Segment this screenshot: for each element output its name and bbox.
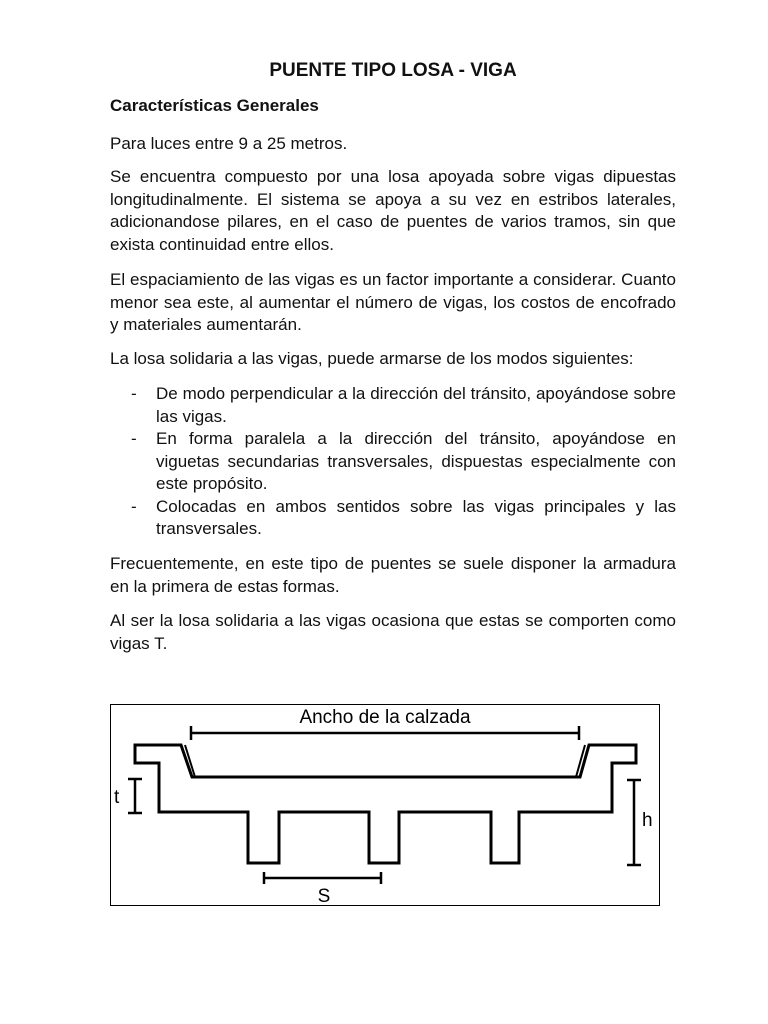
paragraph-t-beams: Al ser la losa solidaria a las vigas ocasiona que estas se comporten como vigas T. xyxy=(110,611,676,653)
paragraph-spacing: El espaciamiento de las vigas es un factor importante a considerar. Cuanto menor sea este, al aumentar el número de vigas, los costos de encofrado y materiales aumentarán. xyxy=(110,270,676,334)
h-label: h xyxy=(642,810,653,831)
s-label: S xyxy=(317,886,331,907)
t-label: t xyxy=(114,787,120,808)
list-marker: - xyxy=(131,496,137,516)
page-title: PUENTE TIPO LOSA - VIGA xyxy=(269,60,517,81)
cross-section-outline xyxy=(135,745,636,863)
list-item-text: Colocadas en ambos sentidos sobre las vigas principales y las transversales. xyxy=(156,496,676,538)
paragraph-reinforcement: Frecuentemente, en este tipo de puentes se suele disponer la armadura en la primera de estas formas. xyxy=(110,554,676,596)
list-marker: - xyxy=(131,429,137,448)
paragraph-composition: Se encuentra compuesto por una losa apoyada sobre vigas dipuestas longitudinalmente. El sistema se apoya a su vez en estribos laterales, adicionandose pilares, en el caso de puentes de varios tramos, sin que exista continuidad entre ellos. xyxy=(110,167,676,254)
paragraph-span-range: Para luces entre 9 a 25 metros. xyxy=(110,134,348,153)
bridge-cross-section-diagram xyxy=(111,705,661,907)
list-item-text: De modo perpendicular a la dirección del tránsito, apoyándose sobre las vigas. xyxy=(156,384,676,426)
paragraph-slab-modes: La losa solidaria a las vigas, puede armarse de los modos siguientes: xyxy=(110,349,634,368)
section-subtitle: Características Generales xyxy=(110,96,319,115)
list-marker: - xyxy=(131,384,137,403)
list-item xyxy=(110,496,676,541)
list-item xyxy=(110,383,676,428)
list-item-text: En forma paralela a la dirección del tránsito, apoyándose en viguetas secundarias transversales, dispuestas especialmente con este propósito. xyxy=(156,429,676,493)
slab-modes-list xyxy=(110,383,676,541)
width-label: Ancho de la calzada xyxy=(299,707,471,728)
bridge-section-figure xyxy=(110,704,660,906)
list-item xyxy=(110,428,676,496)
